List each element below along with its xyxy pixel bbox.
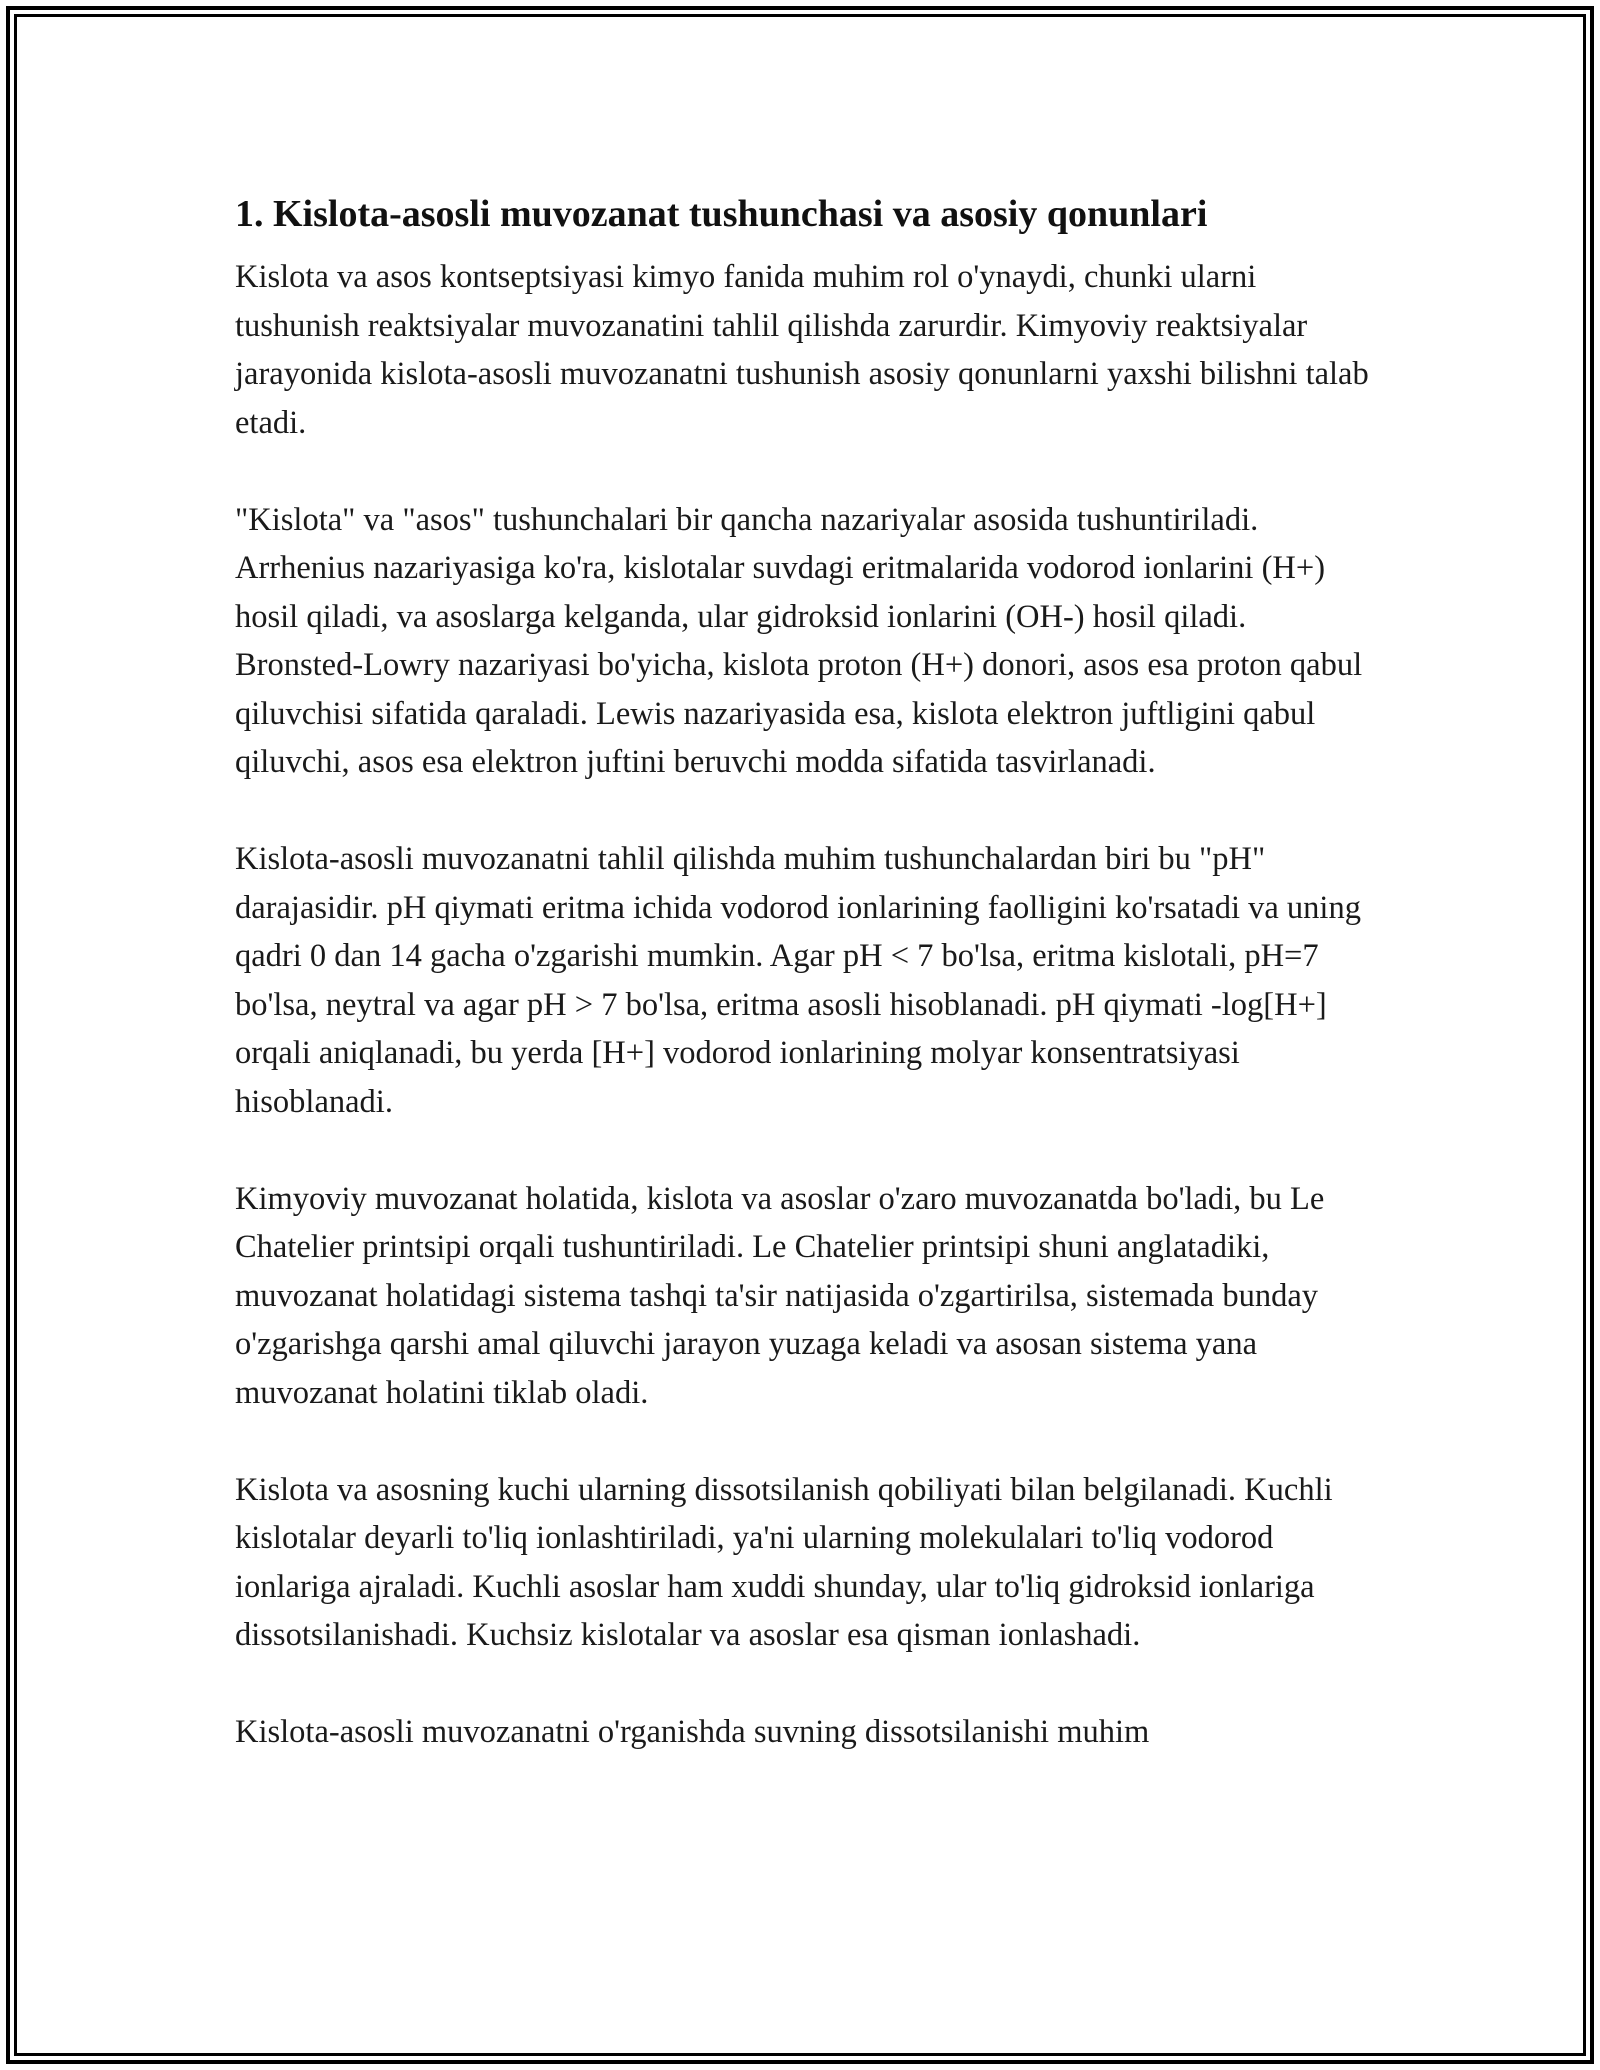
paragraph: Kislota-asosli muvozanatni o'rganishda suvning dissotsilanishi muhim (235, 1714, 1150, 1750)
paragraph: Kimyoviy muvozanat holatida, kislota va asoslar o'zaro muvozanatda bo'ladi, bu Le Chatelier printsipi orqali tushuntiriladi. Le Chatelier printsipi shuni anglatadiki, muvozanat holatidagi sistema tashqi ta'sir natijasida o'zgartirilsa, sistemada bunday o'zgarishga qarshi amal qiluvchi jarayon yuzaga keladi va asosan sistema yana muvozanat holatini tiklab oladi. (235, 1180, 1325, 1411)
paragraph: Kislota va asosning kuchi ularning dissotsilanish qobiliyati bilan belgilanadi. Kuchli kislotalar deyarli to'liq ionlashtiriladi, ya'ni ularning molekulalari to'liq vodorod ionlariga ajraladi. Kuchli asoslar ham xuddi shunday, ular to'liq gidroksid ionlariga dissotsilanishadi. Kuchsiz kislotalar va asoslar esa qisman ionlashadi. (235, 1471, 1333, 1653)
section-heading: 1. Kislota-asosli muvozanat tushunchasi va asosiy qonunlari (235, 193, 1208, 235)
document-body (235, 185, 1375, 1805)
paragraph: "Kislota" va "asos" tushunchalari bir qancha nazariyalar asosida tushuntiriladi. Arrhenius nazariyasiga ko'ra, kislotalar suvdagi eritmalarida vodorod ionlarini (H+) hosil qiladi, va asoslarga kelganda, ular gidroksid ionlarini (OH-) hosil qiladi. Bronsted-Lowry nazariyasi bo'yicha, kislota proton (H+) donori, asos esa proton qabul qiluvchisi sifatida qaraladi. Lewis nazariyasida esa, kislota elektron juftligini qabul qiluvchi, asos esa elektron juftini beruvchi modda sifatida tasvirlanadi. (235, 501, 1363, 780)
paragraph: Kislota va asos kontseptsiyasi kimyo fanida muhim rol o'ynaydi, chunki ularni tushunish reaktsiyalar muvozanatini tahlil qilishda zarurdir. Kimyoviy reaktsiyalar jarayonida kislota-asosli muvozanatni tushunish asosiy qonunlarni yaxshi bilishni talab etadi. (235, 259, 1369, 441)
paragraph: Kislota-asosli muvozanatni tahlil qilishda muhim tushunchalardan biri bu "pH" darajasidir. pH qiymati eritma ichida vodorod ionlarining faolligini ko'rsatadi va uning qadri 0 dan 14 gacha o'zgarishi mumkin. Agar pH < 7 bo'lsa, eritma kislotali, pH=7 bo'lsa, neytral va agar pH > 7 bo'lsa, eritma asosli hisoblanadi. pH qiymati -log[H+] orqali aniqlanadi, bu yerda [H+] vodorod ionlarining molyar konsentratsiyasi hisoblanadi. (235, 841, 1361, 1120)
